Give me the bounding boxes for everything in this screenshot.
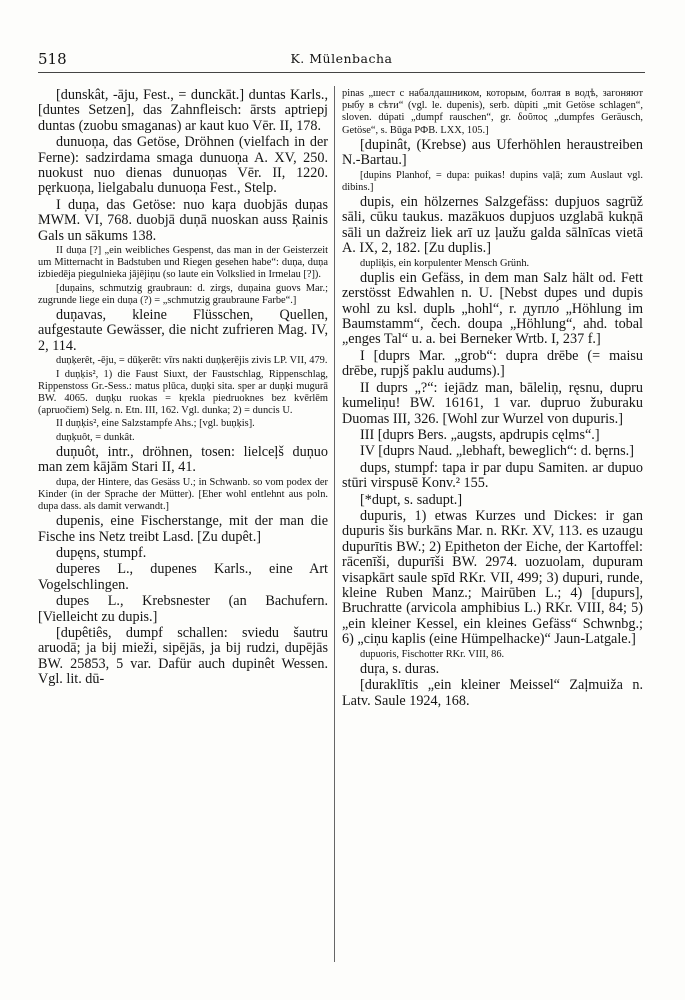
dictionary-entry: III [duprs Bers. „augsts, apdrupis cęlms“.] bbox=[360, 426, 600, 443]
page-header bbox=[38, 50, 645, 73]
dictionary-entry: [*dupt, s. sadupt.] bbox=[360, 491, 463, 508]
running-title: K. Mülenbacha bbox=[290, 51, 393, 66]
dictionary-entry: I duņa, das Getöse: nuo kaŗa duobjās duņas MWM. VI, 768. duobjā duņā nuoskan auss Ŗainis Gals un sākums 138. bbox=[38, 196, 328, 244]
dictionary-entry: II duņķis², eine Salzstampfe Ahs.; [vgl. buņķis]. bbox=[56, 418, 255, 430]
dictionary-entry: IV [duprs Naud. „lebhaft, beweglich“: d. bęrns.] bbox=[360, 443, 634, 460]
dictionary-entry: dupis, ein hölzernes Salzgefäss: dupjuos sagrūž sāli, cūku taukus. mazākuos dupjuos uzglabā kukņā sāli un dažreiz liek arī uz ļaužu galda sālnīcas vietā A. IX, 2, 182. [Zu duplis.] bbox=[342, 194, 643, 257]
dictionary-entry: duplis ein Gefäss, in dem man Salz hält od. Fett zerstösst Edwahlen n. U. [Nebst dupes und dupis wohl zu ksl. duplь „hohl“, r. дупло́ „Höhlung im Baumstamm“, čech. doupa „Höhlung“, ahd. tobal „enges Tal“ u. a. bei Berneker Wrtb. I, 237 f.] bbox=[342, 269, 643, 348]
right-column bbox=[342, 88, 643, 970]
dictionary-entry: [dupinât, (Krebse) aus Uferhöhlen heraustreiben N.-Bartau.] bbox=[342, 136, 643, 169]
dictionary-entry: I [duprs Mar. „grob“: dupra drēbe (= maisu drēbe, rupjš paklu audums).] bbox=[342, 347, 643, 380]
column-divider bbox=[334, 86, 335, 962]
dictionary-entry: duņavas, kleine Flüsschen, Quellen, aufgestaute Gewässer, die nicht zufrieren Mag. IV, 2, 114. bbox=[38, 307, 328, 354]
dictionary-entry: [duraklītis „ein kleiner Meissel“ Zaļmuiža n. Latv. Saule 1924, 168. bbox=[342, 677, 643, 709]
left-column bbox=[38, 88, 328, 970]
dictionary-entry: dupenis, eine Fischerstange, mit der man die Fische ins Netz treibt Lasd. [Zu dupêt.] bbox=[38, 513, 328, 545]
dictionary-entry: I duņķis², 1) die Faust Siuxt, der Faustschlag, Rippenschlag, Rippenstoss Gr.-Sess.: matus plūca, duņķi sita. sper ar duņķi mugurā BW. 4065. duņķu ruokas = kŗekla piedruoknes bez kvērlēm (apruočiem) Selg. n. Etn. III, 162. Vgl. dunka; 2) = duncis U. bbox=[38, 368, 328, 417]
dictionary-entry: duņuôt, intr., dröhnen, tosen: lielceļš duņuo man zem kājām Stari II, 41. bbox=[38, 443, 328, 476]
dictionary-entry: pinas „шест с набалдашником, которым, болтая в водѣ, загоняют рыбу в сѣти“ (vgl. le. dupenis), serb. dùpiti „mit Getöse schlagen“, sloven. dúpati „dumpf rauschen“, gr. δοῦπος „dumpfes Geräusch, Getöse“, s. Būga РФВ. LXX, 105.] bbox=[342, 88, 643, 136]
dictionary-entry: dupes L., Krebsnester (an Bachufern. [Vielleicht zu dupis.] bbox=[38, 593, 328, 625]
dictionary-entry: dups, stumpf: tapa ir par dupu Samiten. ar dupuo stūri virspusē Konv.² 155. bbox=[342, 459, 643, 492]
dictionary-entry: dupliķis, ein korpulenter Mensch Grünh. bbox=[360, 257, 530, 269]
dictionary-entry: [dupins Planhof, = dupa: puikas! dupins vaļā; zum Auslaut vgl. dibins.] bbox=[342, 169, 643, 193]
dictionary-entry: dunuoņa, das Getöse, Dröhnen (vielfach in der Ferne): sadzirdama smaga dunuoņa A. XV, 250. nuokust nuo dienas dunuoņas Vēr. II, 1220. pęrkuoņa, lielgabalu dunuoņa Fest., Stelp. bbox=[38, 134, 328, 197]
dictionary-entry: dupa, der Hintere, das Gesäss U.; in Schwanb. so vom podex der Kinder (in der Sprache der Mütter). [Eher wohl entlehnt aus poln. dupa dass. als damit verwandt.] bbox=[38, 476, 328, 512]
dictionary-entry: [dupêtiês, dumpf schallen: sviedu šautru aruodā; ja bij mieži, sipējās, ja bij rudzi, dupējās BW. 25853, 5 var. Dafür auch dupinêt Wessen. Vgl. lit. dū- bbox=[38, 624, 328, 688]
dictionary-entry: duņķuôt, = dunkât. bbox=[56, 431, 135, 443]
dictionary-entry: duperes L., dupenes Karls., eine Art Vogelschlingen. bbox=[38, 561, 328, 593]
dictionary-entry: II duņa [?] „ein weibliches Gespenst, das man in der Geisterzeit um Mitternacht in Badstuben und Riegen gesehen habe“: duņa, duņa izbiedēja piegulnieka jājējiņu (so laute ein Volkslied in Irmelau [?]). bbox=[38, 245, 328, 281]
page-number: 518 bbox=[38, 50, 67, 68]
dictionary-entry: duŗa, s. duras. bbox=[360, 660, 440, 677]
dictionary-entry: II duprs „?“: iejādz man, bāleliņ, ręsnu, dupru kumeliņu! BW. 16161, 1 var. dupruo žuburaku Duomas III, 326. [Wohl zur Wurzel von dupuris.] bbox=[342, 379, 643, 427]
dictionary-entry: duņķerêt, -ēju, = dūķerēt: vīrs nakti duņķerējis zivis LP. VII, 479. bbox=[56, 355, 328, 367]
dictionary-entry: dupuoris, Fischotter RKr. VIII, 86. bbox=[360, 648, 505, 660]
dictionary-entry: [dunskât, -āju, Fest., = dunckāt.] duntas Karls., [duntes Setzen], das Zahnfleisch: ārsts aptriepj duntas (zuobu smaganas) ar kaut kuo Vēr. II, 178. bbox=[38, 88, 328, 134]
dictionary-entry: dupuris, 1) etwas Kurzes und Dickes: ir gan dupuris šis burkāns Mar. n. RKr. XV, 113. es uzaugu dupurītis BW.; 2) Epitheton der Eiche, der Kartoffel: rācenīši, dupurīši BW. 2974. uozuolam, dupuram visapkārt saule spīd RKr. VII, 499; 3) dupuri, runde, kleine Ruben Manz.; Mairūben L.; 4) [dupurs], Bruchratte (arvicola amphibius L.) RKr. VIII, 84; 5) „ein kleiner Kessel, ein kleines Gefäss“ Schwnbg.; 6) „ciņu kaplis (eine Hümpelhacke)“ Jaun-Latgale.] bbox=[342, 507, 643, 648]
dictionary-entry: dupęns, stumpf. bbox=[56, 544, 147, 561]
dictionary-entry: [duņains, schmutzig graubraun: d. zirgs, duņaina guovs Mar.; zugrunde liege ein duņa (?) = „schmutzig graubraune Farbe“.] bbox=[38, 282, 328, 306]
